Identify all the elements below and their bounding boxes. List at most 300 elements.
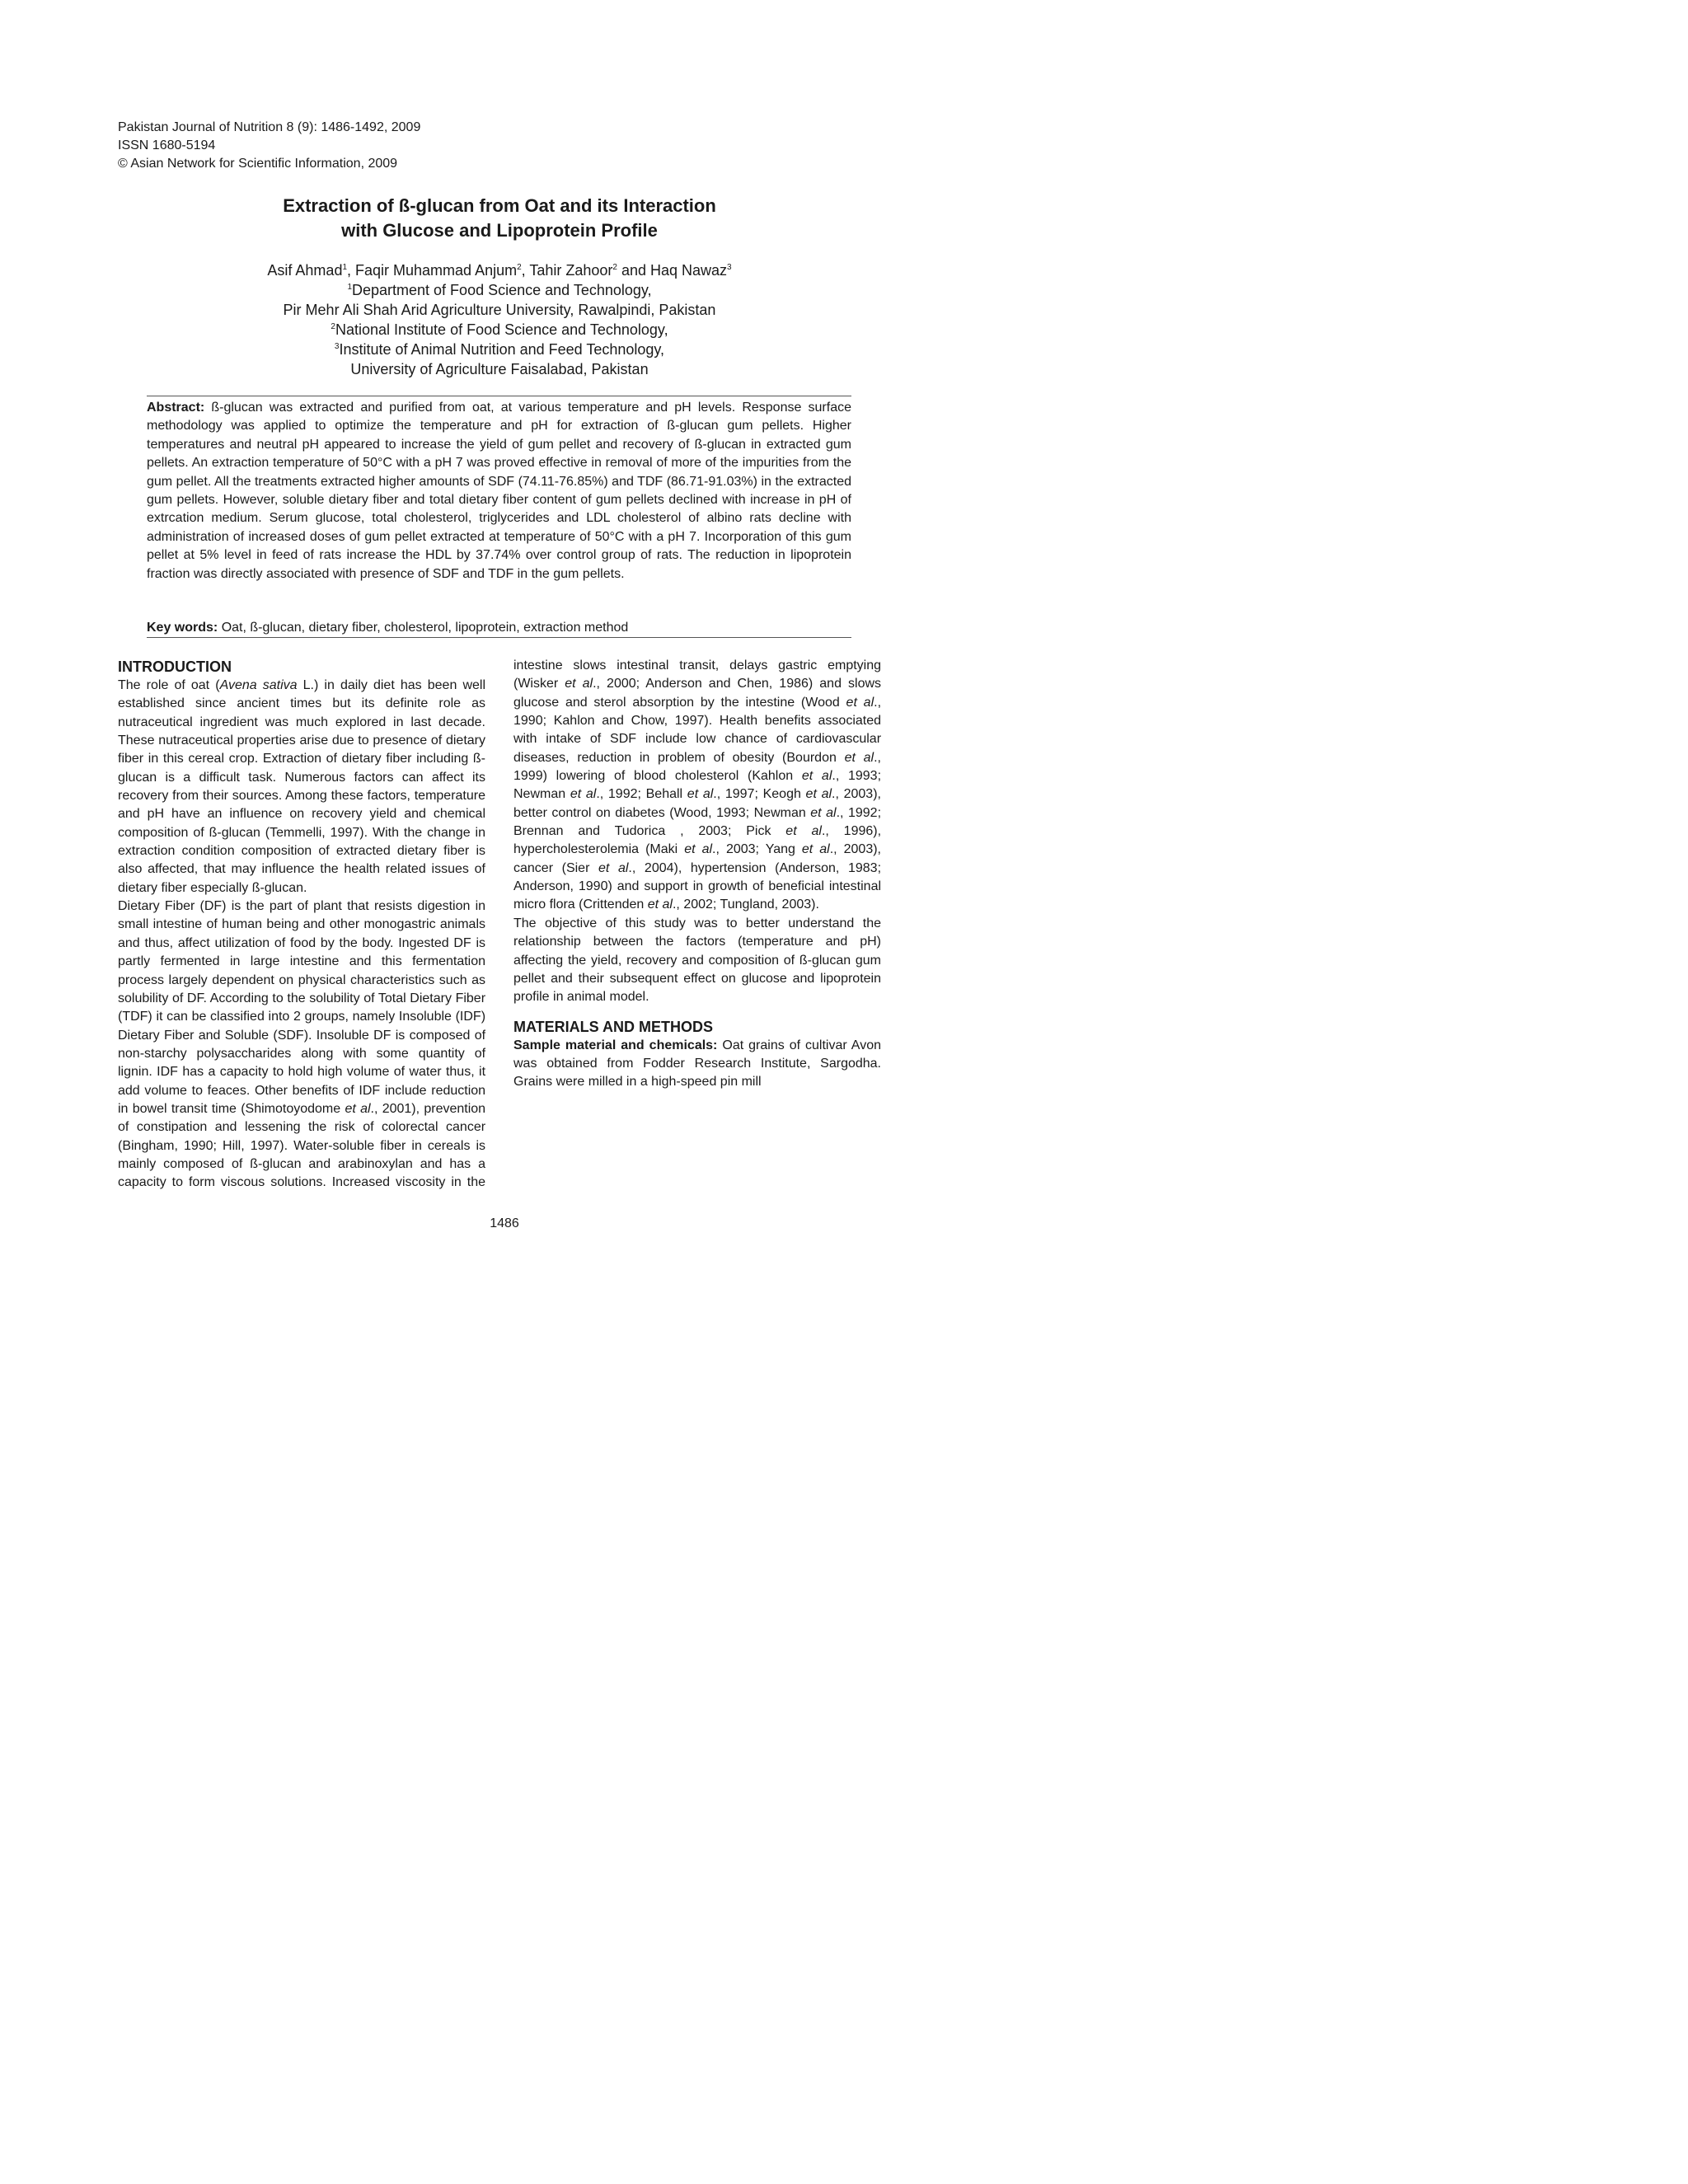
italic-text <box>845 751 874 765</box>
word: benefits <box>764 714 818 729</box>
word: of <box>613 769 635 784</box>
word: in <box>692 879 709 894</box>
word: with <box>343 1046 377 1061</box>
word: glucose <box>513 695 565 710</box>
word: (Crittenden <box>579 898 648 912</box>
word: of <box>363 1120 382 1135</box>
word: of <box>274 935 291 950</box>
word: to <box>272 991 288 1005</box>
word: (Bourdon <box>782 750 845 765</box>
word: 1992; <box>847 805 882 820</box>
word: Anderson, <box>513 879 579 894</box>
word: solubility <box>309 991 364 1005</box>
italic-text: Avena sativa <box>219 678 298 692</box>
text-run <box>713 787 805 801</box>
left-column <box>118 657 485 1193</box>
word: arabinoxylan <box>338 1156 420 1171</box>
word: food <box>290 935 321 950</box>
word: some <box>376 1046 419 1061</box>
word: associated <box>818 714 882 729</box>
word: support <box>644 879 693 894</box>
word: Chen, <box>737 677 780 691</box>
word: and <box>349 954 382 969</box>
word: et <box>570 787 586 802</box>
word: (SDF). <box>273 1028 316 1043</box>
word: et <box>598 860 618 875</box>
word: Chow, <box>631 714 675 729</box>
word: 2004), <box>644 860 691 875</box>
word: et <box>687 787 703 802</box>
word: of <box>753 879 769 894</box>
word: has <box>182 1065 209 1080</box>
word: of <box>206 917 223 932</box>
word: is <box>476 935 485 950</box>
italic-text <box>846 696 874 710</box>
word: (Shimotoyodome <box>241 1101 345 1116</box>
affil-mark: 1 <box>347 283 352 292</box>
word: Behall <box>645 787 687 802</box>
word: the <box>339 935 363 950</box>
word: include <box>384 1083 432 1098</box>
word: it <box>156 1010 167 1024</box>
word: Newman <box>513 787 570 802</box>
affil-text: Institute of Animal Nutrition and Feed Technology, <box>339 341 665 358</box>
word: ., <box>672 898 684 912</box>
keywords-bottom-rule <box>147 637 851 638</box>
word: large <box>250 954 290 969</box>
word: in <box>118 1101 133 1116</box>
word: (Bingham, <box>118 1138 184 1153</box>
word: Yang <box>765 842 802 857</box>
italic-text <box>570 787 596 801</box>
word: control <box>551 805 596 820</box>
word: gastric <box>778 658 828 673</box>
word: transit <box>171 1101 212 1116</box>
author-name: Asif Ahmad <box>267 262 343 279</box>
word: et <box>565 677 583 691</box>
journal-info <box>118 119 420 173</box>
word: DF <box>453 935 476 950</box>
word: Tungland, <box>720 898 782 912</box>
word: Dietary <box>118 1028 164 1043</box>
word: utilization <box>214 935 274 950</box>
word: animals <box>439 917 486 932</box>
word: (Maki <box>645 842 685 857</box>
word: monogastric <box>363 917 440 932</box>
word: Kahlon <box>553 714 603 729</box>
word: ., <box>370 1101 382 1116</box>
word: this <box>381 954 413 969</box>
word: hypercholesterolemia <box>513 842 646 857</box>
methods-paragraph <box>513 1037 881 1092</box>
word: the <box>467 1175 486 1190</box>
word: intestinal <box>828 879 882 894</box>
word: cholesterol <box>674 769 748 784</box>
word: by <box>700 695 721 710</box>
word: and <box>214 1120 245 1135</box>
paper-title <box>165 194 834 243</box>
word: al <box>662 898 673 912</box>
word: Water-soluble <box>293 1138 381 1153</box>
affil-mark: 2 <box>331 322 335 331</box>
word: capacity <box>219 1065 273 1080</box>
word: al <box>702 787 714 802</box>
word: et <box>647 898 663 912</box>
word: cancer <box>513 860 562 875</box>
word: slows <box>848 677 882 691</box>
affil-text: University of Agriculture Faisalabad, Pakistan <box>350 361 649 377</box>
word: form <box>188 1175 221 1190</box>
word: solubility <box>118 991 172 1005</box>
word: and <box>602 714 631 729</box>
word: intestine <box>513 658 574 673</box>
word: be <box>191 1010 211 1024</box>
introduction-heading: INTRODUCTION <box>118 658 232 675</box>
word: is <box>476 1138 486 1153</box>
word: feaces. <box>207 1083 255 1098</box>
word: plant <box>313 899 348 914</box>
word: and <box>708 677 738 691</box>
word: micro <box>513 898 550 912</box>
word: with <box>513 732 546 747</box>
word: 2003), <box>843 787 881 802</box>
italic-text <box>345 1102 370 1116</box>
word: intestine <box>289 954 349 969</box>
word: et <box>345 1101 361 1116</box>
keywords-label: Key words: <box>147 621 218 635</box>
word: constipation <box>136 1120 215 1135</box>
word: et <box>844 750 864 765</box>
word: al <box>863 750 874 765</box>
affiliation-line <box>165 359 834 379</box>
word: Insoluble <box>398 1010 456 1024</box>
word: colorectal <box>382 1120 447 1135</box>
word: thus, <box>144 935 178 950</box>
word: human <box>222 917 267 932</box>
word: al <box>585 787 597 802</box>
word: can <box>166 1010 192 1024</box>
word: 1986) <box>779 677 820 691</box>
keywords-text: Oat, ß-glucan, dietary fiber, cholesterol, lipoprotein, extraction method <box>218 621 629 635</box>
word: Total <box>377 991 410 1005</box>
word: composed <box>409 1028 475 1043</box>
word: high <box>317 1065 347 1080</box>
word: include <box>645 732 696 747</box>
word: of <box>474 1046 486 1061</box>
word: and <box>420 1156 450 1171</box>
text-run: The objective of this study was to better understand the relationship between the factors (temperature and pH) affecting the yield, recovery and composition of ß-glucan gum pellet and their subsequent effect on glucose and lipoprotein profile in animal model. <box>513 916 881 1005</box>
word: beneficial <box>768 879 829 894</box>
word: process <box>118 972 169 987</box>
word: et <box>684 842 702 857</box>
word: classified <box>210 1010 269 1024</box>
word: capacity <box>118 1175 172 1190</box>
word: cereals <box>427 1138 476 1153</box>
word: ., <box>628 860 645 875</box>
word: DF <box>373 1028 396 1043</box>
word: 1997; <box>724 787 763 802</box>
word: al <box>819 842 830 857</box>
italic-text <box>785 824 822 838</box>
italic-text <box>598 861 628 875</box>
word: hypertension <box>690 860 776 875</box>
word: Tudorica <box>614 824 681 839</box>
word: DF. <box>186 991 210 1005</box>
word: of <box>589 732 611 747</box>
word: SDF <box>610 732 645 747</box>
affiliation-line <box>165 340 834 359</box>
word: body. <box>362 935 399 950</box>
text-run: L.) in daily diet has been well established since ancient times but its definite role as nutraceutical ingredient was much explored in last decade. These nutraceutical properties arise due to presence of dietary fiber in this cereal crop. Extraction of dietary fiber including ß-glucan is a difficult task. Numerous factors can affect its recovery from their sources. Among these factors, temperature and pH have an influence on recovery yield and chemical composition of ß-glucan (Temmelli, 1997). With the change in extraction condition composition of extracted dietary fiber is also affected, that may influence the health related issues of dietary fiber especially ß-glucan. <box>118 678 486 895</box>
word: bowel <box>132 1101 171 1116</box>
word: 2002; <box>683 898 720 912</box>
title-line-2: with Glucose and Lipoprotein Profile <box>341 220 658 241</box>
word: ., <box>596 787 608 802</box>
italic-text <box>648 898 673 912</box>
methods-subheading: Sample material and chemicals: <box>513 1038 718 1052</box>
text-run: The role of oat ( <box>118 678 220 692</box>
word: viscous <box>220 1175 271 1190</box>
word: lignin. <box>118 1065 157 1080</box>
word: reduction <box>577 750 640 765</box>
word: fermented <box>160 954 230 969</box>
word: partly <box>118 954 161 969</box>
word: (Kahlon <box>747 769 802 784</box>
word: of <box>713 750 733 765</box>
word: and <box>118 935 145 950</box>
word: of <box>363 991 378 1005</box>
word: IDF <box>157 1065 183 1080</box>
word: Ingested <box>398 935 454 950</box>
word: Fiber <box>164 899 200 914</box>
word: 1992; <box>607 787 646 802</box>
word: 1996), <box>843 824 882 839</box>
word: the <box>720 695 746 710</box>
word: 1997). <box>674 714 720 729</box>
word: part <box>269 899 298 914</box>
affiliation-line <box>165 300 834 320</box>
word: al <box>821 769 832 784</box>
affil-mark: 3 <box>334 342 340 351</box>
word: in <box>229 954 251 969</box>
word: mainly <box>118 1156 164 1171</box>
word: fermentation <box>412 954 486 969</box>
word: 1990; <box>183 1138 223 1153</box>
word: characteristics <box>350 972 439 987</box>
journal-citation: Pakistan Journal of Nutrition 8 (9): 1486-1492, 2009 <box>118 120 421 134</box>
word: et <box>785 824 812 839</box>
word: 2003). <box>781 898 819 912</box>
word: flora <box>549 898 579 912</box>
word: ., <box>593 677 607 691</box>
word: largely <box>168 972 213 987</box>
word: absorption <box>632 695 701 710</box>
word: thus, <box>445 1065 480 1080</box>
word: , <box>680 824 699 839</box>
word: and <box>565 695 594 710</box>
word: al <box>701 842 713 857</box>
word: ., <box>874 750 881 765</box>
word: al <box>617 860 629 875</box>
journal-issn: ISSN 1680-5194 <box>118 138 216 152</box>
word: cancer <box>446 1120 486 1135</box>
word: Increased <box>331 1175 396 1190</box>
word: growth <box>708 879 753 894</box>
word: of <box>118 1120 137 1135</box>
italic-text <box>810 806 836 820</box>
abstract-label: Abstract: <box>147 401 205 415</box>
author-affil-mark: 3 <box>727 263 732 272</box>
text-run <box>118 899 485 1116</box>
word: is <box>231 899 246 914</box>
word: cardiovascular <box>795 732 882 747</box>
word: Soluble <box>224 1028 274 1043</box>
word: solutions. <box>270 1175 332 1190</box>
word: polysaccharides <box>196 1046 302 1061</box>
word: to <box>171 1175 189 1190</box>
word: small <box>118 917 153 932</box>
word: in <box>411 1138 428 1153</box>
word: of <box>343 1083 359 1098</box>
word: better <box>513 805 552 820</box>
word: on <box>279 972 298 987</box>
word: low <box>696 732 725 747</box>
word: (Sier <box>561 860 599 875</box>
word: et <box>846 695 864 710</box>
word: (TDF) <box>118 1010 157 1024</box>
word: 1993; <box>847 769 882 784</box>
word: al <box>863 695 874 710</box>
word: 1997). <box>250 1138 294 1153</box>
word: benefits <box>292 1083 344 1098</box>
word: 1999) <box>513 769 556 784</box>
word: chance <box>724 732 776 747</box>
author-name: , Tahir Zahoor <box>521 262 613 279</box>
word: as <box>471 972 486 987</box>
word: et <box>805 787 822 802</box>
word: reduction <box>431 1083 486 1098</box>
word: Hill, <box>223 1138 251 1153</box>
word: Anderson <box>645 677 709 691</box>
word: a <box>478 1156 485 1171</box>
word: add <box>118 1083 145 1098</box>
author-affil-mark: 2 <box>517 263 522 272</box>
word: hold <box>288 1065 318 1080</box>
word: (Wood, <box>669 805 717 820</box>
italic-text <box>687 787 713 801</box>
intro-paragraph-1 <box>118 677 485 898</box>
word: intestine <box>745 695 801 710</box>
word: sterol <box>593 695 633 710</box>
word: and <box>819 677 849 691</box>
italic-text <box>802 842 830 856</box>
word: 2003), <box>843 842 881 857</box>
italic-text <box>806 787 832 801</box>
journal-copyright: © Asian Network for Scientific Information, 2009 <box>118 157 398 171</box>
word: et <box>810 805 827 820</box>
word: fiber <box>380 1138 412 1153</box>
word: to <box>272 1065 288 1080</box>
word: ., <box>713 787 725 802</box>
word: along <box>301 1046 344 1061</box>
word: ., <box>829 842 844 857</box>
word: is <box>395 1028 410 1043</box>
word: ß-glucan <box>250 1156 309 1171</box>
word: al <box>811 824 822 839</box>
word: and <box>308 1156 339 1171</box>
page-number: 1486 <box>490 1216 519 1230</box>
italic-text <box>684 842 712 856</box>
word: 1993; <box>716 805 754 820</box>
word: such <box>438 972 472 987</box>
text-run <box>712 842 802 856</box>
word: ., <box>712 842 726 857</box>
word: of <box>393 1065 410 1080</box>
word: 2003; <box>698 824 747 839</box>
abstract-text: ß-glucan was extracted and purified from oat, at various temperature and pH levels. Response surface methodology was applied to optimize the temperature and pH for extraction of ß-glucan gum pellets. Higher temperatures and neutral pH appeared to increase the yield of gum pellet and recovery of ß-glucan in extracted gum pellets. An extraction temperature of 50°C with a pH 7 was proved effective in removal of more of the impurities from the gum pellet. All the treatments extracted higher amounts of SDF (74.11-76.85%) and TDF (86.71-91.03%) in the extracted gum pellets. However, soluble dietary fiber and total dietary fiber content of gum pellets declined with increase in pH of extrcation medium. Serum glucose, total cholesterol, triglycerides and LDL cholesterol of albino rats decline with administration of increased doses of gum pellet extracted at temperature of 50°C with a pH 7. Incorporation of this gum pellet at 5% level in feed of rats increase the HDL by 37.74% over control group of rats. The reduction in lipoprotein fraction was directly associated with presence of SDF and TDF in the gum pellets. <box>147 401 851 581</box>
word: the <box>308 1120 335 1135</box>
affil-text: Department of Food Science and Technology, <box>352 282 652 298</box>
word: physical <box>298 972 351 987</box>
word: namely <box>352 1010 399 1024</box>
italic-text <box>565 677 593 691</box>
word: and <box>198 1028 225 1043</box>
author-affil-mark: 1 <box>342 263 348 272</box>
word: et <box>801 842 820 857</box>
word: quantity <box>418 1046 475 1061</box>
methods-text: Oat grains of cultivar Avon was obtained from Fodder Research Institute, Sargodha. Grains were milled in a high-speed pin mill <box>513 1038 881 1090</box>
word: intestine <box>152 917 207 932</box>
word: (Wood <box>800 695 846 710</box>
word: blood <box>634 769 675 784</box>
word: time <box>211 1101 241 1116</box>
word: resists <box>373 899 418 914</box>
word: Dietary <box>118 899 165 914</box>
word: the <box>246 899 270 914</box>
intro-paragraph-3 <box>513 915 881 1007</box>
title-line-1: Extraction of ß-glucan from Oat and its Interaction <box>283 195 716 216</box>
authors-block <box>165 260 834 379</box>
word: diseases, <box>513 750 578 765</box>
word: of <box>297 899 314 914</box>
word: being <box>266 917 303 932</box>
word: Brennan <box>513 824 579 839</box>
word: digestion <box>417 899 476 914</box>
text-run <box>673 898 819 912</box>
word: ., <box>832 787 844 802</box>
word: and <box>578 824 615 839</box>
word: Health <box>719 714 765 729</box>
word: of <box>776 732 796 747</box>
word: in <box>475 899 486 914</box>
affiliation-line <box>165 320 834 340</box>
word: Fiber <box>455 991 486 1005</box>
word: 1990; <box>513 714 554 729</box>
intro-paragraph-2 <box>118 898 485 1193</box>
text-run <box>596 787 687 801</box>
affil-text: Pir Mehr Ali Shah Arid Agriculture University, Rawalpindi, Pakistan <box>283 302 716 318</box>
word: (Anderson, <box>775 860 848 875</box>
word: volume <box>144 1083 192 1098</box>
word: diabetes <box>615 805 670 820</box>
word: 2003; <box>725 842 766 857</box>
affiliation-line <box>165 280 834 300</box>
word: Insoluble <box>316 1028 374 1043</box>
word: in <box>451 1175 467 1190</box>
word: prevention <box>424 1101 486 1116</box>
word: volume <box>346 1065 394 1080</box>
word: affect <box>177 935 215 950</box>
